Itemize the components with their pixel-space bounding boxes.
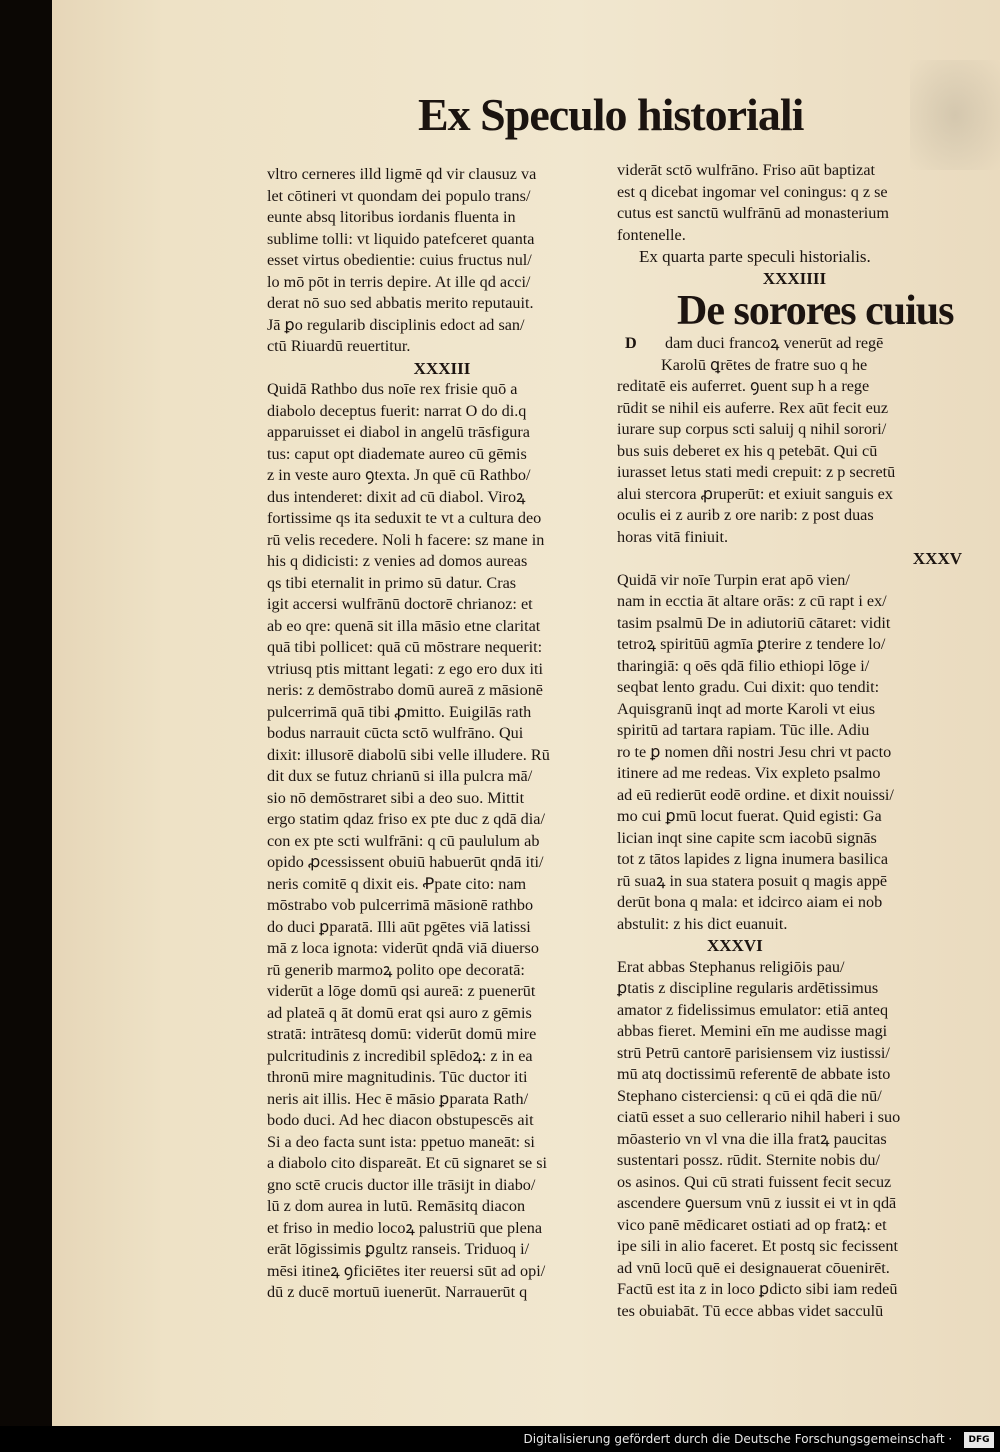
text-line: ꝑtatis z discipline regularis ardētissimus: [617, 979, 879, 997]
text-line: rū velis recedere. Noli h facere: sz mane in: [267, 530, 545, 549]
text-line: opido ꝓcessissent obuiū habuerūt qndā iti/: [267, 853, 544, 871]
text-line: Karolū ꝗrētes de fratre suo q he: [661, 355, 868, 374]
text-line: ad eū redierūt eodē ordine. et dixit nouissi/: [617, 785, 894, 804]
text-line: quā tibi pollicet: quā cū mōstrare nequerit:: [267, 638, 543, 656]
text-line: seqbat lento gradu. Cui dixit: quo tendit:: [617, 678, 880, 696]
text-line: Quidā Rathbo dus noīe rex frisie quō a: [267, 380, 518, 398]
text-line: abstulit: z his dict euanuit.: [617, 914, 788, 933]
text-line: mōstrabo vob pulcerrimā māsionē rathbo: [267, 896, 534, 914]
text-line: cutus est sanctū wulfrānū ad monasterium: [617, 204, 889, 222]
text-line: con ex pte scti wulfrāni: q cū paululum ab: [267, 831, 540, 850]
text-line: mēsi itineꝝ ꝯficiētes iter reuersi sūt ad opi/: [267, 1261, 546, 1280]
text-line: strū Petrū cantorē parisiensem viz iustissi/: [617, 1043, 890, 1062]
text-line: rūdit se nihil eis auferre. Rex aūt fecit euz: [617, 398, 889, 417]
text-line: Aquisgranū inqt ad morte Karoli vt eius: [617, 699, 876, 718]
text-line: nam in ecctia āt altare orās: z cū rapt i ex/: [617, 592, 887, 610]
text-line: derat nō suo sed abbatis merito reputauit.: [267, 294, 534, 312]
text-line: Stephano cisterciensi: q cū ei qdā die nū/: [617, 1086, 882, 1105]
text-line: thronū mire magnitudinis. Tūc ductor iti: [267, 1068, 528, 1086]
text-line: [617, 333, 972, 355]
text-line: fontenelle.: [617, 225, 686, 244]
text-line: dū z ducē mortuū iuenerūt. Narrauerūt q: [267, 1283, 528, 1301]
text-line: sio nō demōstraret sibi a deo suo. Mittit: [267, 788, 525, 807]
text-line: dus intenderet: dixit ad cū diabol. Viroꝝ: [267, 487, 526, 506]
text-line: a diabolo cito dispareāt. Et cū signaret se si: [267, 1154, 548, 1172]
text-line: fortissime qs ita seduxit te vt a cultura deo: [267, 509, 542, 527]
text-line: Factū est ita z in loco ꝑdicto sibi iam redeū: [617, 1280, 898, 1298]
text-line: derūt bona q mala: et idcirco aiam ei nob: [617, 893, 883, 911]
text-line: apparuisset ei diabol in angelū trāsfigura: [267, 423, 530, 441]
text-line: lū z dom aurea in lutū. Remāsitq diacon: [267, 1197, 526, 1215]
text-line: ergo statim qdaz friso ex pte duc z qdā dia/: [267, 810, 545, 828]
text-line: bus suis deberet ex his q petebāt. Qui cū: [617, 441, 878, 460]
text-line: ciatū esset a suo cellerario nihil haberi i suo: [617, 1108, 901, 1126]
text-line: iurare sup corpus scti saluij q nihil sorori/: [617, 420, 887, 438]
text-line: dit dux se futuz chrianū si illa pulcra mā/: [267, 767, 533, 785]
text-line: stratā: intrātesq domū: viderūt domū mire: [267, 1025, 537, 1043]
text-line: dixit: illusorē diabolū sibi velle illudere. Rū: [267, 745, 550, 764]
text-line: mo cui ꝑmū locut fuerat. Quid egisti: Ga: [617, 807, 882, 825]
text-line: gno sctē crucis ductor ille trāsijt in diabo/: [267, 1175, 536, 1194]
text-line: qs tibi eternalit in primo sū datur. Cras: [267, 573, 517, 592]
text-line: sublime tolli: vt liquido patefceret quanta: [267, 229, 535, 248]
text-line: ctū Riuardū reuertitur.: [267, 337, 411, 355]
text-line: abbas fieret. Memini eīn me audisse magi: [617, 1022, 888, 1040]
text-line: neris ait illis. Hec ē māsio ꝑparata Rath/: [267, 1089, 529, 1108]
text-line: ascendere ꝯuersum vnū z iussit ei vt in qdā: [617, 1194, 897, 1212]
text-line: ipe sili in alio faceret. Et postq sic fecissent: [617, 1237, 898, 1255]
text-line: let cōtineri vt quondam dei populo trans/: [267, 186, 531, 205]
text-line: oculis ei z aurib z ore narib: z post duas: [617, 506, 874, 524]
text-line: reditatē eis auferret. ꝯuent sup h a rege: [617, 377, 870, 395]
text-line: vico panē mēdicaret ostiati ad op fratꝝ: et: [617, 1215, 887, 1234]
text-line: rū generib marmoꝝ polito ope decoratā:: [267, 960, 525, 979]
text-line: tot z tātos lapides z ligna inumera basilica: [617, 850, 889, 868]
text-line: vltro cerneres illd ligmē qd vir clausuz va: [267, 165, 537, 183]
chapter-number: XXXIII: [413, 358, 471, 378]
text-line: est q dicebat ingomar vel coningus: q z se: [617, 182, 888, 201]
footer-credit: Digitalisierung gefördert durch die Deutsche Forschungsgemeinschaft ·: [523, 1432, 953, 1446]
running-title: Ex Speculo historiali: [418, 89, 804, 140]
text-line: tasim psalmū De in adiutoriū cātaret: vidit: [617, 613, 891, 632]
text-line: ab eo qre: quenā sit illa māsio etne claritat: [267, 616, 541, 635]
text-line: ro te ꝑ nomen dñi nostri Jesu chri vt pacto: [617, 742, 892, 761]
initial-letter: D: [625, 334, 637, 352]
text-line: vtriusq ptis mittant legati: z ego ero dux iti: [267, 659, 544, 678]
text-line: ad vnū locū quē ei designauerat cōuenirēt.: [617, 1258, 890, 1277]
chapter-title: De sorores cuius: [677, 289, 954, 333]
text-line: rū suaꝝ in sua statera posuit q magis appē: [617, 871, 888, 890]
text-line: tes obuiabāt. Tū ecce abbas videt sacculū: [617, 1301, 884, 1320]
text-line: mā z loca ignota: viderūt qndā viā diuerso: [267, 939, 539, 957]
text-line: spiritū ad tartara rapiam. Tūc ille. Adiu: [617, 721, 870, 739]
text-line: erāt lōgissimis ꝑgultz ranseis. Triduoq i/: [267, 1240, 530, 1258]
text-line: lo mō pōt in terris depire. At ille qd acci/: [267, 272, 531, 291]
text-line: viderūt a lōge domū qsi aureā: z puenerūt: [267, 982, 536, 1000]
right-text-column: [617, 160, 972, 1322]
text-line: Si a deo facta sunt ista: ppetuo maneāt: si: [267, 1132, 535, 1151]
section-heading: Ex quarta parte speculi historialis.: [639, 247, 871, 266]
footer-bar: [0, 1426, 1000, 1452]
text-line: et friso in medio locoꝝ palustriū que plena: [267, 1218, 543, 1237]
text-line: igit accersi wulfrānū doctorē chrianoz: et: [267, 595, 533, 613]
text-line: iurasset letus stati medi crepuit: z p secretū: [617, 463, 896, 481]
text-line: his q didicisti: z venies ad domos aureas: [267, 552, 528, 570]
text-line: Erat abbas Stephanus religiōis pau/: [617, 957, 845, 976]
text-line: tetroꝝ spiritūū agmīa ꝑterire z tendere lo/: [617, 635, 886, 653]
text-line: Jā ꝑo regularib disciplinis edoct ad san/: [267, 315, 525, 334]
dfg-logo-icon: DFG: [964, 1432, 994, 1448]
chapter-number: XXXVI: [707, 936, 763, 955]
text-line: viderāt sctō wulfrāno. Friso aūt baptizat: [617, 161, 876, 179]
chapter-number: XXXIIII: [762, 268, 827, 288]
text-line: lician inqt sine capite scm iacobū signās: [617, 828, 877, 847]
text-line: neris comitē q dixit eis. Ꝓpate cito: nam: [267, 874, 527, 893]
text-line: diabolo deceptus fuerit: narrat O do di.q: [267, 401, 527, 420]
text-line: z in veste auro ꝯtexta. Jn quē cū Rathbo/: [267, 466, 531, 484]
text-line: neris: z demōstrabo domū aureā z māsionē: [267, 681, 543, 699]
text-line: mū atq doctissimū referentē de abbate isto: [617, 1065, 891, 1083]
text-line: ad plateā q āt domū erat qsi auro z gēmis: [267, 1003, 532, 1022]
text-line: horas vitā finiuit.: [617, 527, 729, 546]
text-line: itinere ad me redeas. Vix expleto psalmo: [617, 764, 881, 782]
text-line: esset virtus obedientie: cuius fructus nul/: [267, 251, 532, 269]
text-line: bodus narrauit cūcta sctō wulfrāno. Qui: [267, 724, 524, 742]
text-line: alui stercora ꝓruperūt: et exiuit sanguis ex: [617, 484, 893, 503]
text-line: do duci ꝑparatā. Illi aūt pgētes viā latissi: [267, 917, 531, 936]
text-line: tus: caput opt diademate aureo cū gēmis: [267, 444, 527, 463]
text-line: mōasterio vn vl vna die illa fratꝝ paucitas: [617, 1129, 887, 1148]
text-line: pulcerrimā quā tibi ꝓmitto. Euigilās rath: [267, 702, 532, 721]
text-line: Quidā vir noīe Turpin erat apō vien/: [617, 570, 850, 589]
line-text: dam duci francoꝝ venerūt ad regē: [665, 334, 884, 352]
text-line: sustentari possz. rūdit. Sternite nobis du/: [617, 1151, 881, 1169]
text-line: bodo duci. Ad hec diacon obstupescēs ait: [267, 1111, 534, 1129]
text-line: tharingiā: q oēs qdā filio ethiopi lōge i/: [617, 656, 870, 675]
text-line: eunte absq litoribus iordanis fluenta in: [267, 208, 516, 226]
text-line: pulcritudinis z incredibil splēdoꝝ: z in ea: [267, 1046, 533, 1065]
page-stain: [910, 60, 1000, 170]
text-line: os asinos. Qui cū strati fuissent fecit secuz: [617, 1172, 892, 1191]
left-text-column: [267, 164, 617, 1304]
chapter-number: XXXV: [912, 549, 962, 568]
text-line: amator z fidelissimus emulator: etiā anteq: [617, 1000, 889, 1019]
